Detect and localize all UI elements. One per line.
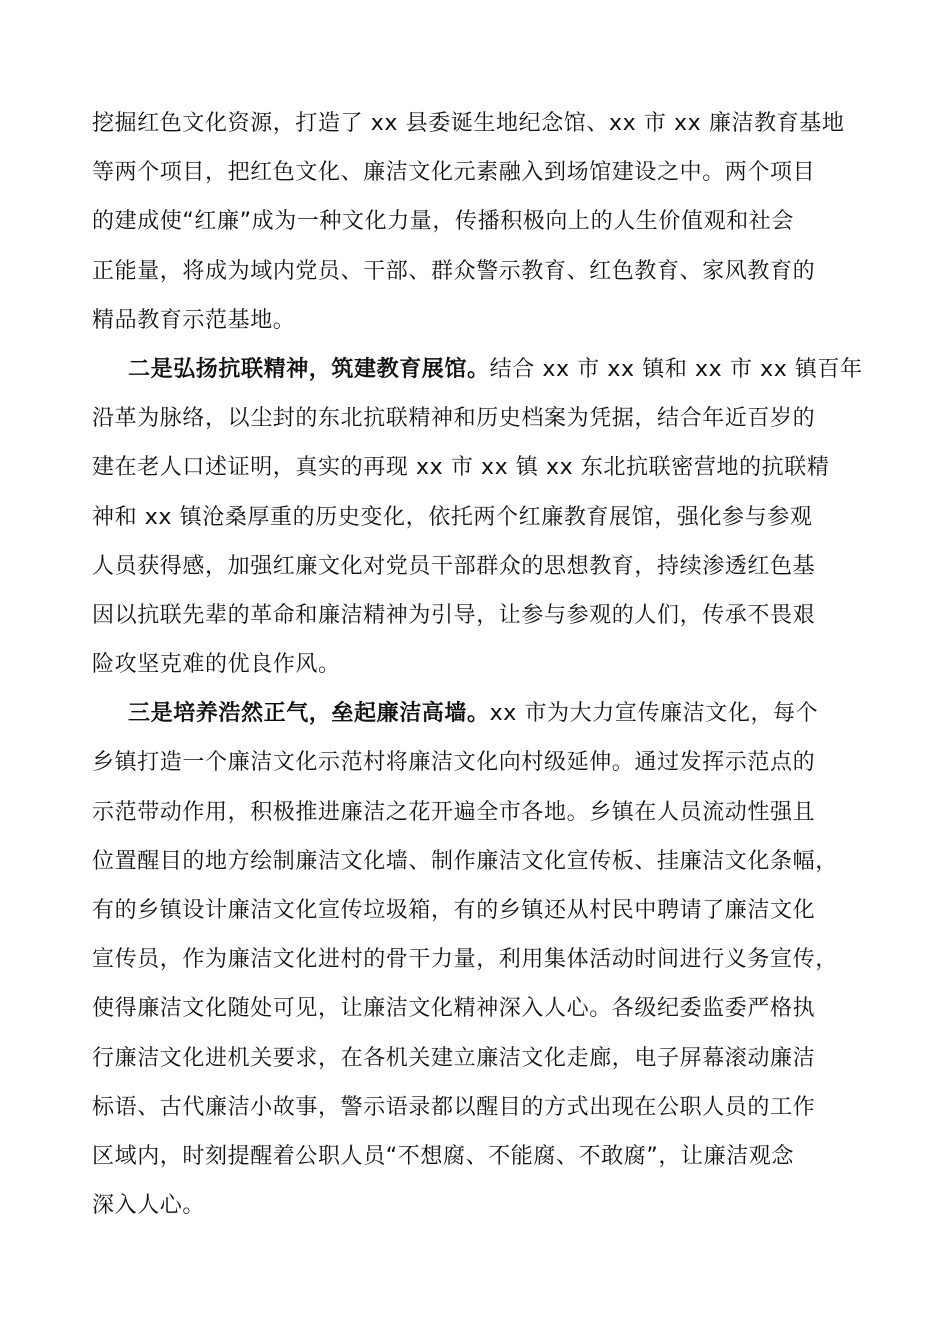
- paragraph-line: 标语、古代廉洁小故事，警示语录都以醒目的方式出现在公职人员的工作: [92, 1094, 816, 1120]
- paragraph-line: 精品教育示范基地。: [92, 307, 296, 333]
- paragraph-text: xx 市为大力宣传廉洁文化，每个: [489, 701, 819, 727]
- paragraph-heading: 三是培养浩然正气，垒起廉洁高墙。: [128, 701, 490, 727]
- paragraph-line: 因以抗联先辈的革命和廉洁精神为引导，让参与参观的人们，传承不畏艰: [92, 602, 816, 628]
- paragraph-line: 示范带动作用，积极推进廉洁之花开遍全市各地。乡镇在人员流动性强且: [92, 799, 816, 825]
- paragraph-line: 有的乡镇设计廉洁文化宣传垃圾箱，有的乡镇还从村民中聘请了廉洁文化: [92, 898, 816, 923]
- paragraph-line: 区域内，时刻提醒着公职人员“不想腐、不能腐、不敢腐”，让廉洁观念: [92, 1143, 794, 1169]
- document-body: [92, 99, 872, 1230]
- paragraph-first-line: [92, 345, 872, 394]
- paragraph-line: 险攻坚克难的优良作风。: [92, 652, 341, 678]
- paragraph-line: 深入人心。: [92, 1193, 206, 1219]
- paragraph-line: 正能量，将成为域内党员、干部、群众警示教育、红色教育、家风教育的: [92, 258, 816, 284]
- paragraph-heading: 二是弘扬抗联精神，筑建教育展馆。: [128, 356, 490, 382]
- paragraph-line: 宣传员，作为廉洁文化进村的骨干力量，利用集体活动时间进行义务宣传，: [92, 947, 838, 973]
- paragraph-3: [92, 689, 872, 1230]
- paragraph-line: 挖掘红色文化资源，打造了 xx 县委诞生地纪念馆、xx 市 xx 廉洁教育基地: [92, 111, 845, 136]
- paragraph-1: [92, 99, 872, 345]
- paragraph-line: 人员获得感，加强红廉文化对党员干部群众的思想教育，持续渗透红色基: [92, 553, 816, 579]
- paragraph-line: 乡镇打造一个廉洁文化示范村将廉洁文化向村级延伸。通过发挥示范点的: [92, 750, 816, 776]
- paragraph-text: 结合 xx 市 xx 镇和 xx 市 xx 镇百年: [489, 356, 863, 382]
- paragraph-line: 神和 xx 镇沧桑厚重的历史变化，依托两个红廉教育展馆，强化参与参观: [92, 504, 813, 530]
- paragraph-line: 等两个项目，把红色文化、廉洁文化元素融入到场馆建设之中。两个项目: [92, 160, 816, 186]
- paragraph-2: [92, 345, 872, 689]
- paragraph-line: 使得廉洁文化随处可见，让廉洁文化精神深入人心。各级纪委监委严格执: [92, 996, 816, 1022]
- paragraph-line: 位置醒目的地方绘制廉洁文化墙、制作廉洁文化宣传板、挂廉洁文化条幅，: [92, 848, 838, 874]
- paragraph-first-line: [92, 689, 872, 738]
- paragraph-line: 行廉洁文化进机关要求，在各机关建立廉洁文化走廊，电子屏幕滚动廉洁: [92, 1045, 816, 1071]
- paragraph-line: 建在老人口述证明，真实的再现 xx 市 xx 镇 xx 东北抗联密营地的抗联精: [92, 455, 830, 481]
- paragraph-line: 沿革为脉络，以尘封的东北抗联精神和历史档案为凭据，结合年近百岁的: [92, 406, 816, 432]
- paragraph-line: 的建成使“红廉”成为一种文化力量，传播积极向上的人生价值观和社会: [92, 209, 794, 235]
